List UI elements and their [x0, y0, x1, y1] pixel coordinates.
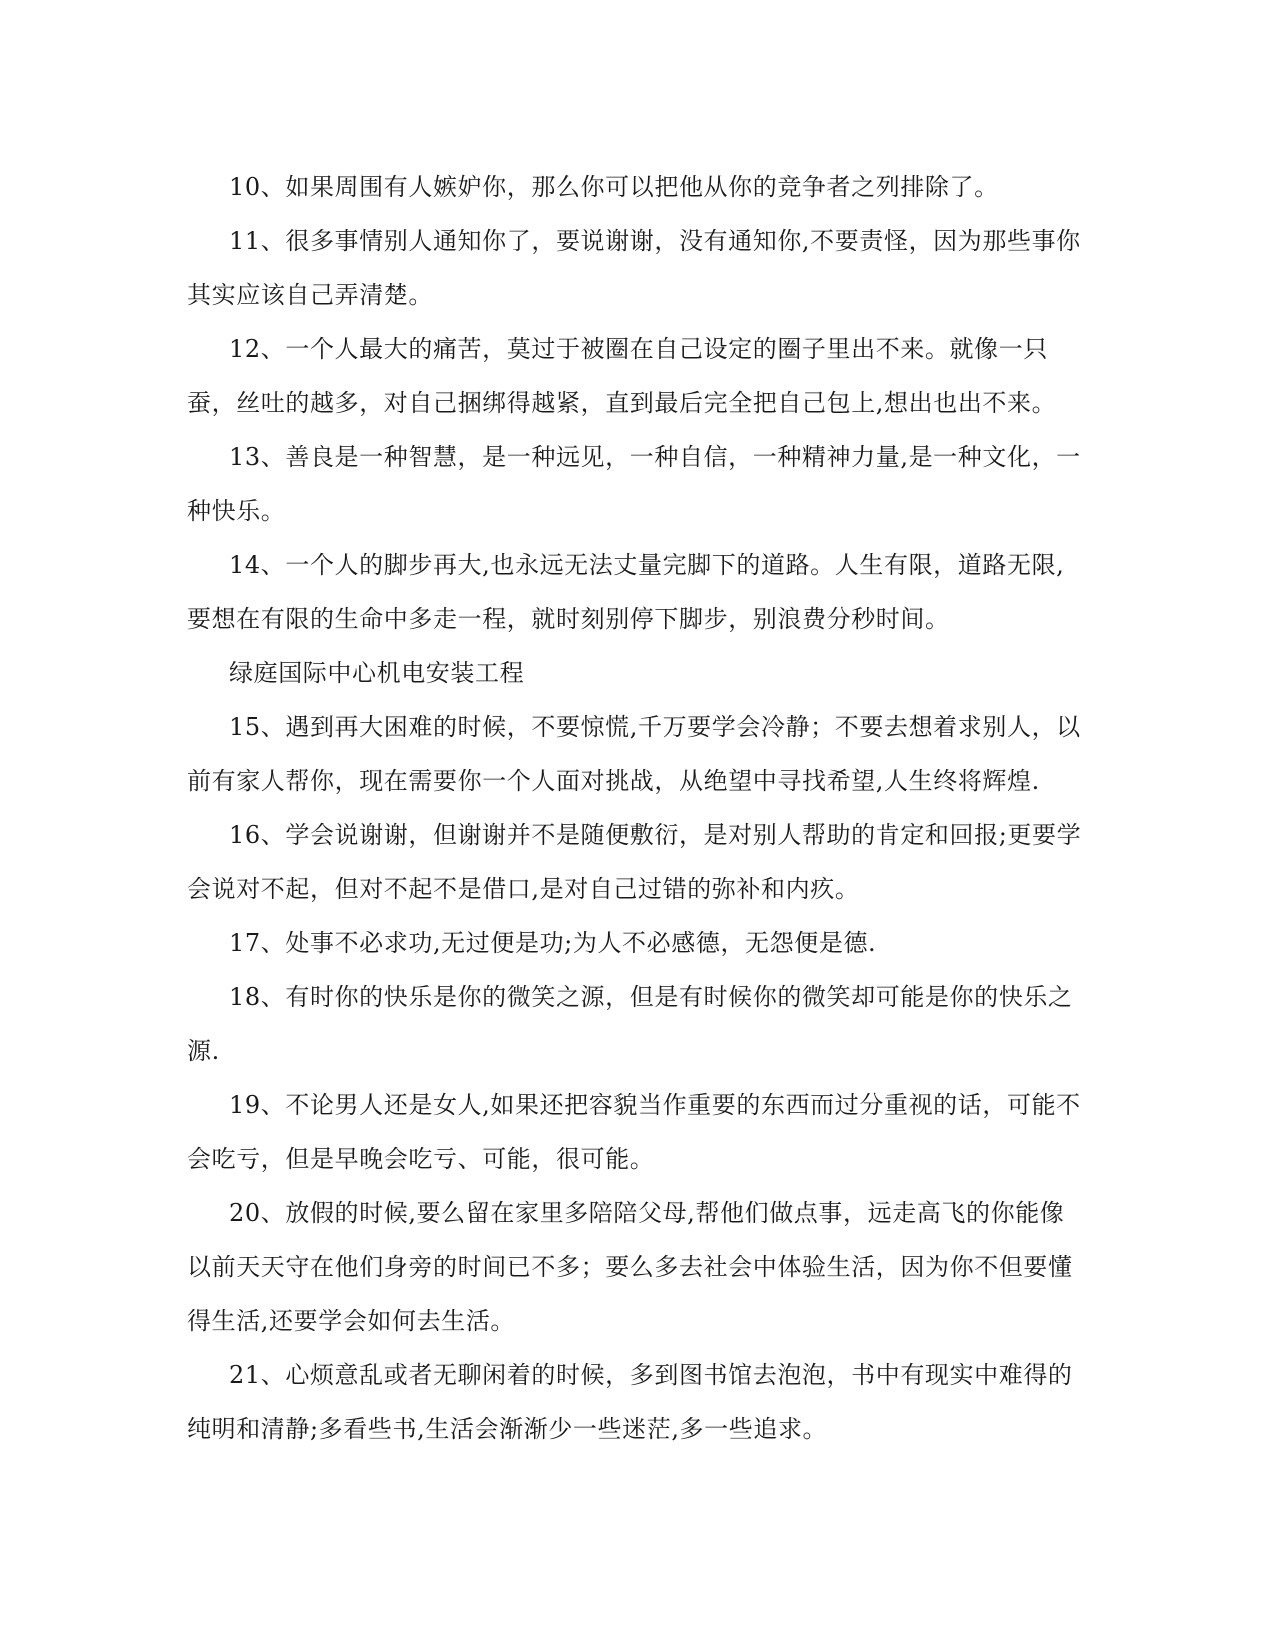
paragraph-10: 10、如果周围有人嫉妒你，那么你可以把他从你的竞争者之列排除了。	[229, 173, 999, 201]
paragraph-17: 17、处事不必求功,无过便是功;为人不必感德，无怨便是德.	[229, 929, 877, 957]
section-heading: 绿庭国际中心机电安装工程	[229, 659, 525, 687]
paragraph-15: 15、遇到再大困难的时候，不要惊慌,千万要学会冷静；不要去想着求别人，以前有家人帮你，现在需要你一个人面对挑战，从绝望中寻找希望,人生终将辉煌.	[187, 713, 1081, 795]
paragraph-21: 21、心烦意乱或者无聊闲着的时候，多到图书馆去泡泡，书中有现实中难得的纯明和清静;多看些书,生活会渐渐少一些迷茫,多一些追求。	[187, 1361, 1073, 1443]
paragraph-20: 20、放假的时候,要么留在家里多陪陪父母,帮他们做点事，远走高飞的你能像以前天天守在他们身旁的时间已不多；要么多去社会中体验生活，因为你不但要懂得生活,还要学会如何去生活。	[187, 1199, 1073, 1335]
paragraph-19: 19、不论男人还是女人,如果还把容貌当作重要的东西而过分重视的话，可能不会吃亏，但是早晚会吃亏、可能，很可能。	[187, 1091, 1081, 1173]
document-body	[187, 160, 1087, 1456]
paragraph-13: 13、善良是一种智慧，是一种远见，一种自信，一种精神力量,是一种文化，一种快乐。	[187, 443, 1081, 525]
paragraph-12: 12、一个人最大的痛苦，莫过于被圈在自己设定的圈子里出不来。就像一只蚕，丝吐的越多，对自己捆绑得越紧，直到最后完全把自己包上,想出也出不来。	[187, 335, 1057, 417]
paragraph-11: 11、很多事情别人通知你了，要说谢谢，没有通知你,不要责怪，因为那些事你其实应该自己弄清楚。	[187, 227, 1081, 309]
paragraph-14: 14、一个人的脚步再大,也永远无法丈量完脚下的道路。人生有限，道路无限,要想在有限的生命中多走一程，就时刻别停下脚步，别浪费分秒时间。	[187, 551, 1065, 633]
paragraph-16: 16、学会说谢谢，但谢谢并不是随便敷衍，是对别人帮助的肯定和回报;更要学会说对不起，但对不起不是借口,是对自己过错的弥补和内疚。	[187, 821, 1082, 903]
paragraph-18: 18、有时你的快乐是你的微笑之源，但是有时候你的微笑却可能是你的快乐之源.	[187, 983, 1073, 1065]
